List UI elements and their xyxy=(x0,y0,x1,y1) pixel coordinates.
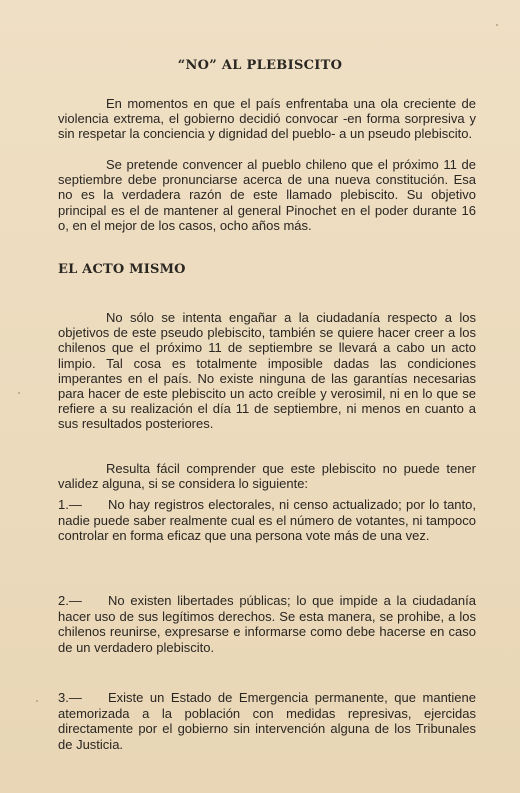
list-item-number: 1.— xyxy=(58,497,82,512)
list-item-2 xyxy=(58,593,476,655)
paper-speck xyxy=(36,700,38,702)
section-paragraph-2: Resulta fácil comprender que este plebiscito no puede tener validez alguna, si se considera lo siguiente: xyxy=(58,461,476,492)
list-item-number: 3.— xyxy=(58,690,82,705)
list-item-text: No existen libertades públicas; lo que impide a la ciudadanía hacer uso de sus legítimos derechos. Se esta manera, se prohibe, a los chilenos reunirse, expresarse e informarse como debe hacerse en caso de un verdadero plebiscito. xyxy=(58,593,476,655)
list-item-text: Existe un Estado de Emergencia permanente, que mantiene atemorizada a la población con medidas represivas, ejercidas directamente por el gobierno sin intervención alguna de los Tribunales de Justicia. xyxy=(58,690,476,752)
intro-paragraph-1: En momentos en que el país enfrentaba una ola creciente de violencia extrema, el gobierno decidió convocar -en forma sorpresiva y sin respetar la conciencia y dignidad del pueblo- a un pseudo plebiscito. xyxy=(58,96,476,142)
page-title: “NO” AL PLEBISCITO xyxy=(177,58,343,73)
intro-paragraph-2: Se pretende convencer al pueblo chileno que el próximo 11 de septiembre debe pronunciarse acerca de una nueva constitución. Esa no es la verdadera razón de este llamado plebiscito. Su objetivo principal es el de mantener al general Pinochet en el poder durante 16 o, en el mejor de los casos, ocho años más. xyxy=(58,157,476,233)
list-item-1 xyxy=(58,497,476,544)
list-item-3 xyxy=(58,690,476,752)
list-item-number: 2.— xyxy=(58,593,82,608)
paper-speck xyxy=(18,392,20,394)
section-heading: EL ACTO MISMO xyxy=(58,262,186,277)
paper-speck xyxy=(496,24,498,26)
list-item-text: No hay registros electorales, ni censo actualizado; por lo tanto, nadie puede saber realmente cual es el número de votantes, ni tampoco controlar en forma eficaz que una persona vote más de una vez. xyxy=(58,497,476,543)
section-paragraph-1: No sólo se intenta engañar a la ciudadanía respecto a los objetivos de este pseudo plebiscito, también se quiere hacer creer a los chilenos que el próximo 11 de septiembre se llevará a cabo un acto limpio. Tal cosa es totalmente imposible dadas las condiciones imperantes en el país. No existe ninguna de las garantías necesarias para hacer de este plebiscito un acto creíble y verosimil, ni en lo que se refiere a su realización el día 11 de septiembre, ni menos en cuanto a sus resultados posteriores. xyxy=(58,310,476,432)
